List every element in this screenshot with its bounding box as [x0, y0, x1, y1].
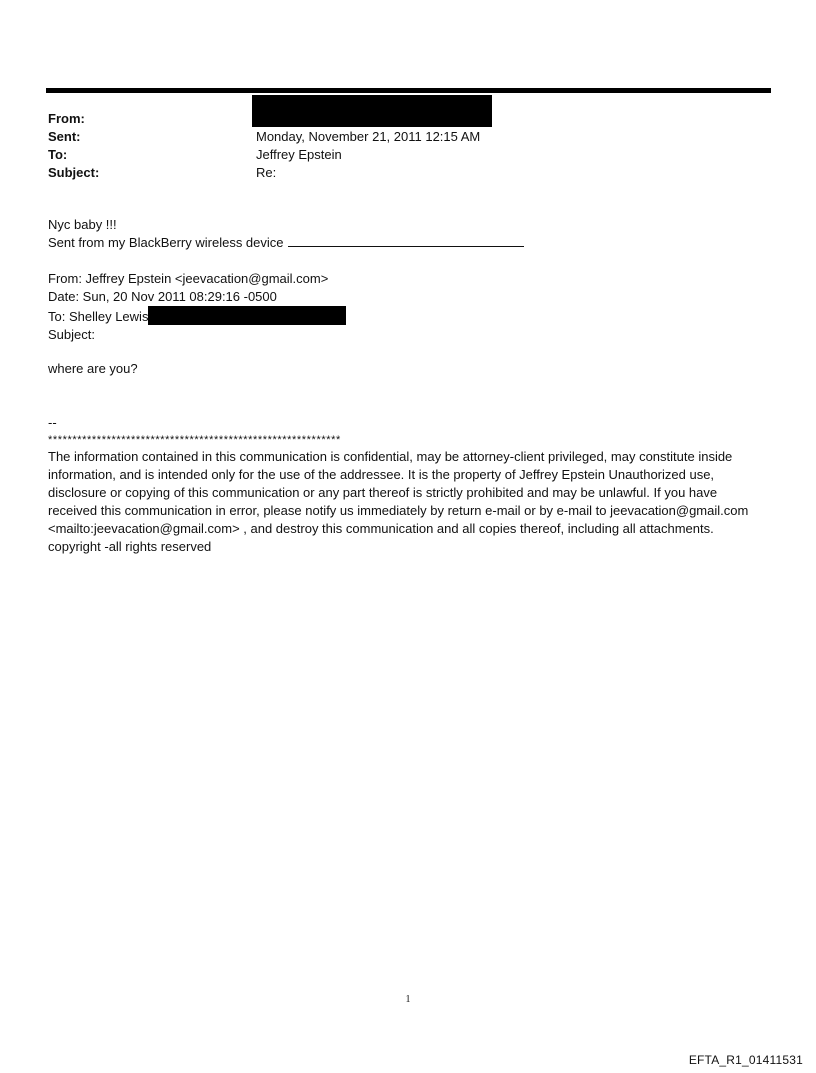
subject-label: Subject:	[48, 165, 100, 180]
redacted-from-block	[252, 95, 492, 127]
sent-value: Monday, November 21, 2011 12:15 AM	[256, 129, 481, 144]
quoted-date: Date: Sun, 20 Nov 2011 08:29:16 -0500	[48, 289, 277, 304]
signature-dashes: --	[48, 415, 57, 430]
quoted-subject: Subject:	[48, 327, 95, 342]
quoted-header	[48, 270, 346, 344]
quoted-to	[48, 306, 346, 326]
separator-underline	[288, 234, 524, 247]
sent-label: Sent:	[48, 129, 81, 144]
redacted-email-block	[148, 306, 346, 325]
page-number: 1	[405, 994, 411, 1005]
to-value: Jeffrey Epstein	[256, 147, 342, 162]
from-label: From:	[48, 111, 85, 126]
quoted-to-text: To: Shelley Lewis	[48, 309, 149, 324]
to-label: To:	[48, 147, 68, 162]
subject-value: Re:	[256, 165, 277, 180]
reply-signature-text: Sent from my BlackBerry wireless device	[48, 235, 284, 250]
reply-line-1: Nyc baby !!!	[48, 217, 117, 232]
document-id: EFTA_R1_01411531	[688, 1053, 803, 1067]
quoted-body: where are you?	[48, 361, 138, 376]
confidentiality-disclaimer: The information contained in this communication is confidential, may be attorney-client privileged, may constitute inside information, and is intended only for the use of the addressee. It is the property of Jeffrey Epstein Unauthorized use, disclosure or copying of this communication or any part thereof is strictly prohibited and may be unlawful. If you have received this communication in error, please notify us immediately by return e-mail or by e-mail to jeevacation@gmail.com <mailto:jeevacation@gmail.com> , and destroy this communication and all copies thereof, including all attachments. copyright -all rights reserved	[48, 449, 749, 554]
signature-stars: ************************************************************	[48, 434, 341, 446]
reply-line-2	[48, 234, 524, 252]
header-divider	[46, 88, 771, 93]
reply-body	[48, 216, 524, 252]
quoted-from: From: Jeffrey Epstein <jeevacation@gmail.com>	[48, 271, 329, 286]
